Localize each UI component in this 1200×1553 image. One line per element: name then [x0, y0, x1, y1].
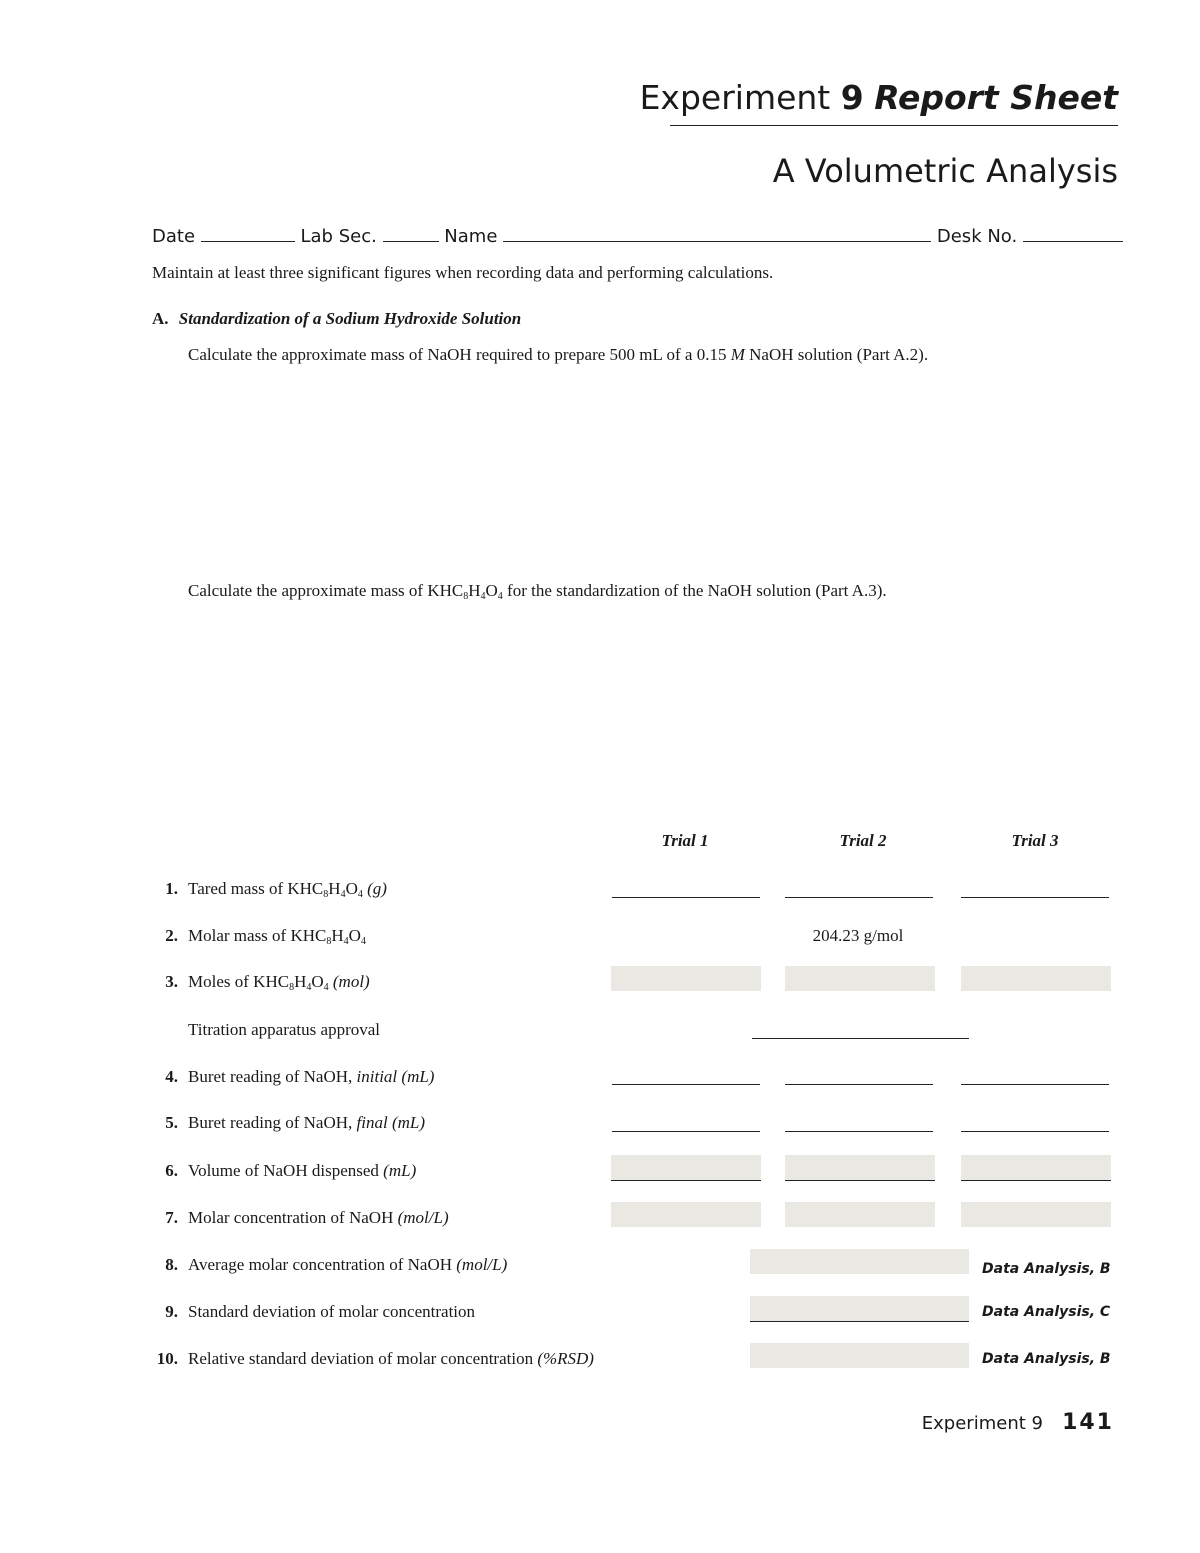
label-text: Volume of NaOH dispensed [188, 1161, 379, 1180]
lab-sec-label: Lab Sec. [300, 226, 377, 247]
row-label-average-concentration [188, 1255, 507, 1275]
moles-trial-3-calc[interactable] [961, 966, 1111, 991]
tared-mass-trial-3-field[interactable] [961, 897, 1109, 898]
question-khp-mass [188, 581, 887, 601]
lab-sec-field[interactable] [383, 227, 439, 242]
f-c: O [311, 972, 324, 991]
q2-o: O [485, 581, 498, 600]
row-label-molar-concentration [188, 1208, 449, 1228]
unit-text: (mol/L) [397, 1208, 449, 1227]
data-analysis-ref: Data Analysis, B [982, 1261, 1111, 1277]
row-label-volume-dispensed [188, 1161, 416, 1181]
unit-text: (mL) [401, 1067, 435, 1086]
unit-text: (g) [367, 879, 387, 898]
q2-sub: 4 [480, 591, 486, 602]
label-italic: final [356, 1113, 388, 1132]
info-line [152, 226, 1123, 247]
row-label-standard-deviation [188, 1302, 475, 1322]
label-text: Buret reading of NaOH, [188, 1067, 353, 1086]
buret-final-trial-1-field[interactable] [612, 1131, 760, 1132]
date-label: Date [152, 226, 196, 247]
report-subtitle: A Volumetric Analysis [772, 152, 1118, 190]
q1-text-a: Calculate the approximate mass of NaOH required to prepare 500 mL of a 0.15 [188, 345, 727, 364]
row-number: 9. [165, 1302, 178, 1321]
page-number: 141 [1062, 1410, 1114, 1435]
f-b: H [328, 879, 341, 898]
trial-1-header: Trial 1 [661, 831, 709, 850]
tared-mass-trial-2-field[interactable] [785, 897, 933, 898]
title-report-sheet: Report Sheet [874, 78, 1118, 117]
row-label-buret-final [188, 1113, 425, 1133]
f-s: 4 [343, 936, 349, 947]
q1-text-b: NaOH solution (Part A.2). [749, 345, 929, 364]
f-s: 8 [326, 936, 332, 947]
unit-text: (mol) [332, 972, 370, 991]
data-analysis-ref: Data Analysis, C [982, 1304, 1111, 1320]
tared-mass-trial-1-field[interactable] [612, 897, 760, 898]
f-s: 4 [306, 982, 312, 993]
buret-final-trial-2-field[interactable] [785, 1131, 933, 1132]
approval-field[interactable] [752, 1038, 969, 1039]
trial-2-header: Trial 2 [839, 831, 887, 850]
instruction-text: Maintain at least three significant figures when recording data and performing calculations. [152, 263, 774, 282]
f-s: 8 [289, 982, 295, 993]
trial-3-header: Trial 3 [1011, 831, 1059, 850]
row-number: 8. [165, 1255, 178, 1274]
name-label: Name [444, 226, 498, 247]
unit-text: (mol/L) [456, 1255, 508, 1274]
f-a: KHC [253, 972, 290, 991]
title-experiment: Experiment [639, 78, 831, 117]
khp-formula [290, 926, 365, 945]
row-number: 3. [165, 972, 178, 991]
f-s: 8 [323, 889, 329, 900]
standard-deviation-calc[interactable] [750, 1296, 969, 1322]
approval-label: Titration apparatus approval [188, 1020, 380, 1039]
footer-experiment: Experiment 9 [921, 1413, 1043, 1434]
f-a: KHC [287, 879, 324, 898]
buret-final-trial-3-field[interactable] [961, 1131, 1109, 1132]
label-text: Standard deviation of molar concentration [188, 1302, 476, 1321]
f-c: O [348, 926, 361, 945]
buret-initial-trial-1-field[interactable] [612, 1084, 760, 1085]
f-s: 4 [323, 982, 329, 993]
f-a: KHC [290, 926, 327, 945]
title-number: 9 [840, 78, 864, 117]
moles-trial-1-calc[interactable] [611, 966, 761, 991]
volume-trial-1-calc[interactable] [611, 1155, 761, 1181]
row-label-relative-std-dev [188, 1349, 594, 1369]
label-text: Tared mass of [188, 879, 284, 898]
section-a-heading [152, 309, 521, 329]
report-title [640, 78, 1118, 117]
moles-trial-2-calc[interactable] [785, 966, 935, 991]
name-field[interactable] [503, 227, 931, 242]
data-analysis-ref: Data Analysis, B [982, 1351, 1111, 1367]
molar-mass-value: 204.23 g/mol [812, 926, 904, 945]
desk-no-label: Desk No. [936, 226, 1018, 247]
row-label-molar-mass [188, 926, 366, 946]
q1-molar-symbol: M [730, 345, 745, 364]
section-a-title: Standardization of a Sodium Hydroxide Solution [178, 309, 522, 328]
q2-text-a: Calculate the approximate mass of KHC [188, 581, 464, 600]
label-text: Relative standard deviation of molar concentration [188, 1349, 534, 1368]
row-number: 2. [165, 926, 178, 945]
f-c: O [345, 879, 358, 898]
volume-trial-2-calc[interactable] [785, 1155, 935, 1181]
date-field[interactable] [201, 227, 295, 242]
label-text: Moles of [188, 972, 249, 991]
concentration-trial-2-calc[interactable] [785, 1202, 935, 1227]
buret-initial-trial-2-field[interactable] [785, 1084, 933, 1085]
label-text: Buret reading of NaOH, [188, 1113, 353, 1132]
relative-std-dev-calc[interactable] [750, 1343, 969, 1368]
label-italic: initial [356, 1067, 398, 1086]
buret-initial-trial-3-field[interactable] [961, 1084, 1109, 1085]
label-text: Molar concentration of NaOH [188, 1208, 394, 1227]
row-number: 7. [165, 1208, 178, 1227]
row-number: 1. [165, 879, 178, 898]
average-concentration-calc[interactable] [750, 1249, 969, 1274]
q2-sub: 4 [497, 591, 503, 602]
title-rule [670, 125, 1118, 126]
row-label-tared-mass [188, 879, 387, 899]
page-footer [922, 1410, 1114, 1435]
f-s: 4 [357, 889, 363, 900]
f-s: 4 [360, 936, 366, 947]
unit-text: (mL) [391, 1113, 426, 1132]
row-number: 6. [165, 1161, 178, 1180]
khp-formula [253, 972, 328, 991]
q2-sub: 8 [463, 591, 469, 602]
unit-text: (mL) [383, 1161, 417, 1180]
question-naoh-mass [188, 345, 928, 365]
label-text: Molar mass of [188, 926, 287, 945]
row-number: 4. [165, 1067, 178, 1086]
khp-formula [287, 879, 362, 898]
unit-text: (%RSD) [537, 1349, 594, 1368]
row-number: 5. [165, 1113, 178, 1132]
row-number: 10. [156, 1349, 178, 1368]
f-b: H [331, 926, 344, 945]
row-label-moles [188, 972, 370, 992]
q2-text-b: for the standardization of the NaOH solution (Part A.3). [507, 581, 887, 600]
label-text: Average molar concentration of NaOH [188, 1255, 453, 1274]
concentration-trial-3-calc[interactable] [961, 1202, 1111, 1227]
q2-h: H [468, 581, 481, 600]
desk-no-field[interactable] [1023, 227, 1123, 242]
f-s: 4 [340, 889, 346, 900]
concentration-trial-1-calc[interactable] [611, 1202, 761, 1227]
volume-trial-3-calc[interactable] [961, 1155, 1111, 1181]
f-b: H [294, 972, 307, 991]
section-a-letter: A. [152, 309, 169, 328]
row-label-buret-initial [188, 1067, 434, 1087]
